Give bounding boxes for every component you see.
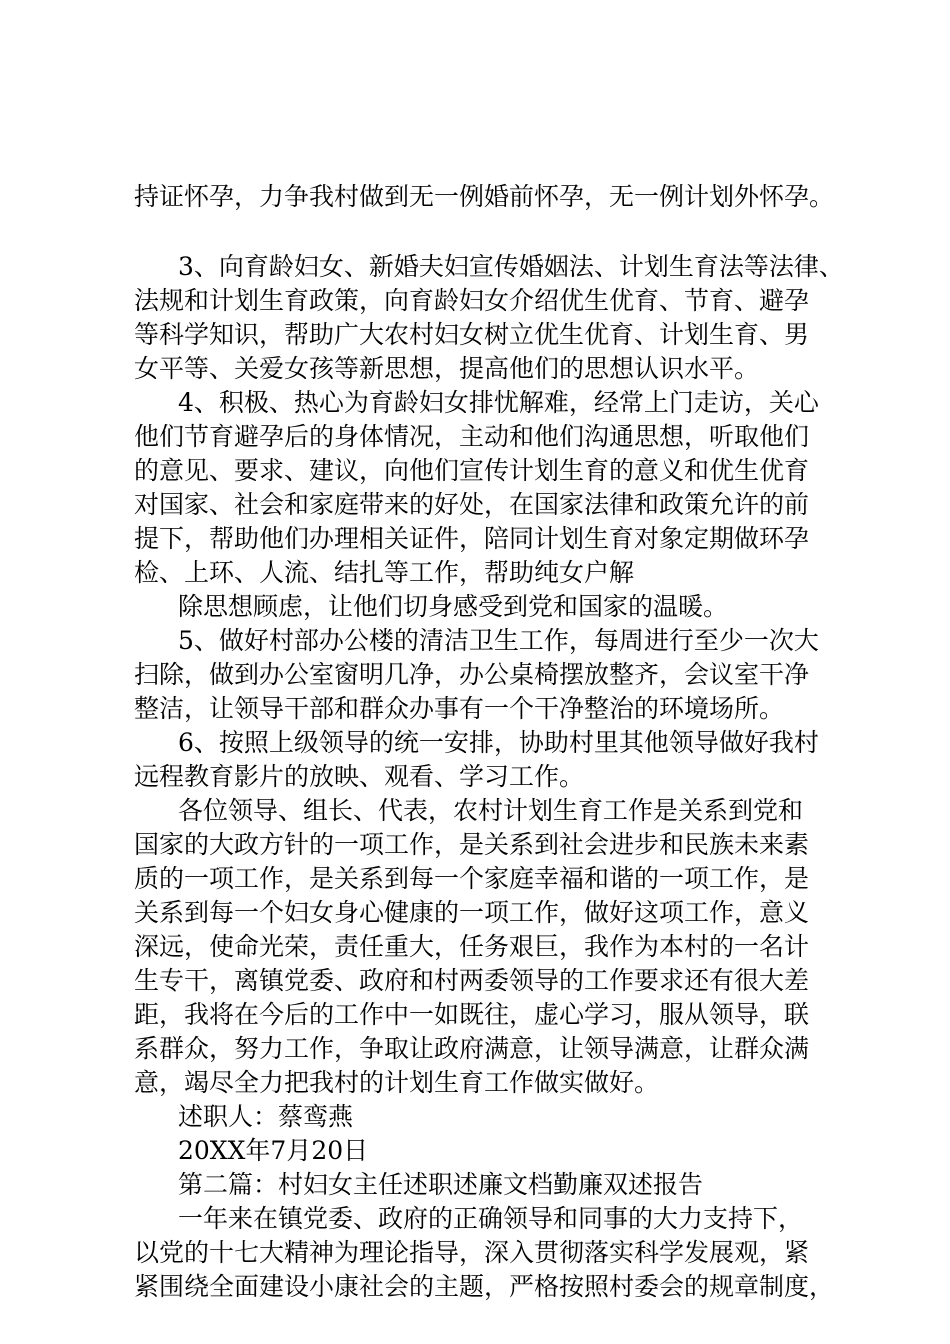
text-line: 系群众，努力工作，争取让政府满意，让领导满意，让群众满 (134, 1034, 810, 1063)
text-line: 整洁，让领导干部和群众办事有一个干净整治的环境场所。 (134, 694, 785, 723)
text-line: 远程教育影片的放映、观看、学习工作。 (134, 762, 585, 791)
text-line: 距，我将在今后的工作中一如既往，虚心学习，服从领导，联 (134, 1000, 810, 1029)
text-line: 3、向育龄妇女、新婚夫妇宣传婚姻法、计划生育法等法律、 (178, 252, 844, 281)
text-line: 等科学知识，帮助广大农村妇女树立优生优育、计划生育、男 (134, 320, 810, 349)
text-line: 对国家、社会和家庭带来的好处，在国家法律和政策允许的前 (134, 490, 810, 519)
text-line: 除思想顾虑，让他们切身感受到党和国家的温暖。 (178, 592, 729, 621)
text-line: 关系到每一个妇女身心健康的一项工作，做好这项工作，意义 (134, 898, 810, 927)
text-line: 他们节育避孕后的身体情况，主动和他们沟通思想，听取他们 (134, 422, 810, 451)
section-heading: 第二篇：村妇女主任述职述廉文档勤廉双述报告 (178, 1170, 704, 1199)
text-line: 国家的大政方针的一项工作，是关系到社会进步和民族未来素 (134, 830, 810, 859)
text-line: 法规和计划生育政策，向育龄妇女介绍优生优育、节育、避孕 (134, 286, 810, 315)
text-line: 一年来在镇党委、政府的正确领导和同事的大力支持下， (178, 1204, 804, 1233)
text-line: 提下，帮助他们办理相关证件，陪同计划生育对象定期做环孕 (134, 524, 810, 553)
text-line: 的意见、要求、建议，向他们宣传计划生育的意义和优生优育 (134, 456, 810, 485)
text-line: 质的一项工作，是关系到每一个家庭幸福和谐的一项工作，是 (134, 864, 810, 893)
text-line: 4、积极、热心为育龄妇女排忧解难，经常上门走访，关心 (178, 388, 819, 417)
date-line: 20XX年7月20日 (178, 1136, 369, 1165)
text-line: 持证怀孕，力争我村做到无一例婚前怀孕，无一例计划外怀孕。 (134, 182, 835, 211)
text-line: 深远，使命光荣，责任重大，任务艰巨，我作为本村的一名计 (134, 932, 810, 961)
text-line: 女平等、关爱女孩等新思想，提高他们的思想认识水平。 (134, 354, 760, 383)
text-line: 5、做好村部办公楼的清洁卫生工作，每周进行至少一次大 (178, 626, 819, 655)
signature-line: 述职人：蔡鸾燕 (178, 1102, 354, 1131)
text-line: 扫除，做到办公室窗明几净，办公桌椅摆放整齐，会议室干净 (134, 660, 810, 689)
text-line: 检、上环、人流、结扎等工作，帮助纯女户解 (134, 558, 635, 587)
text-line: 意，竭尽全力把我村的计划生育工作做实做好。 (134, 1068, 660, 1097)
text-line: 各位领导、组长、代表，农村计划生育工作是关系到党和 (178, 796, 804, 825)
text-line: 生专干，离镇党委、政府和村两委领导的工作要求还有很大差 (134, 966, 810, 995)
text-line: 以党的十七大精神为理论指导，深入贯彻落实科学发展观，紧 (134, 1238, 810, 1267)
text-line: 紧围绕全面建设小康社会的主题，严格按照村委会的规章制度， (134, 1272, 835, 1301)
text-line: 6、按照上级领导的统一安排，协助村里其他领导做好我村 (178, 728, 819, 757)
